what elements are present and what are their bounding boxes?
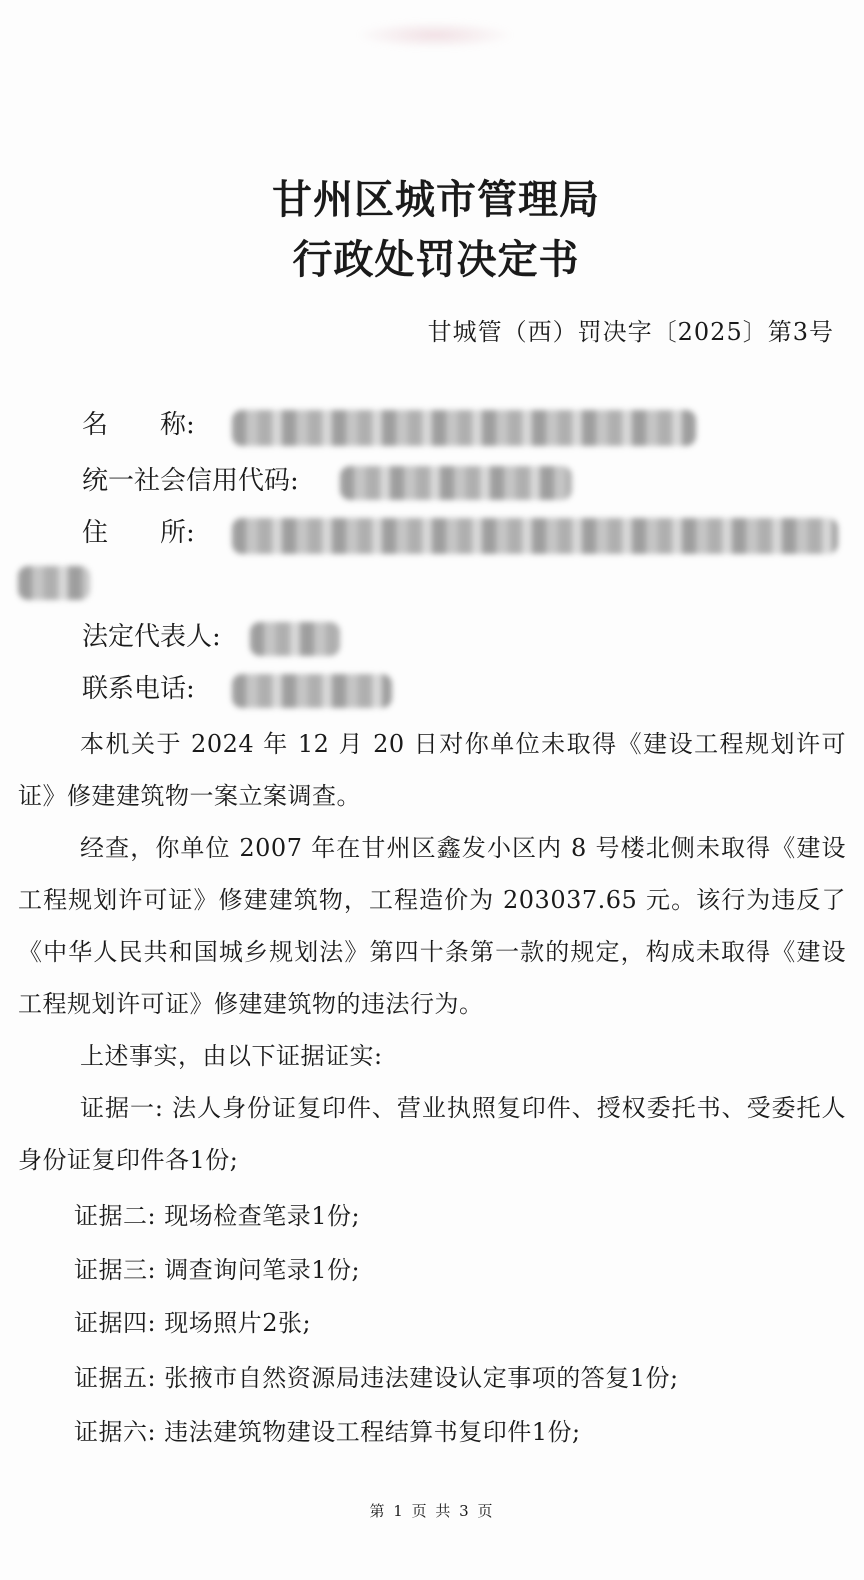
stamp-smudge (360, 22, 510, 48)
redacted-phone (232, 674, 392, 708)
evidence-3: 证据三: 调查询问笔录1份; (74, 1256, 361, 1284)
evidence-6: 证据六: 违法建筑物建设工程结算书复印件1份; (74, 1418, 581, 1446)
paragraph-findings: 经查，你单位 2007 年在甘州区鑫发小区内 8 号楼北侧未取得《建设工程规划许可证》修建建筑物，工程造价为 203037.65 元。该行为违反了《中华人民共和国城乡规划法》第四十条第一款的规定，构成未取得《建设工程规划许可证》修建建筑物的违法行为。 (18, 834, 846, 1018)
redacted-credit-code (340, 466, 572, 500)
redacted-address (232, 518, 838, 554)
paragraph-case-filing: 本机关于 2024 年 12 月 20 日对你单位未取得《建设工程规划许可证》修建建筑物一案立案调查。 (18, 730, 846, 810)
evidence-2: 证据二: 现场检查笔录1份; (74, 1202, 361, 1230)
document-number: 甘城管（西）罚决字〔2025〕第3号 (427, 318, 834, 346)
legal-representative-label: 法定代表人: (82, 622, 221, 652)
evidence-4: 证据四: 现场照片2张; (74, 1309, 312, 1337)
credit-code-label: 统一社会信用代码: (82, 466, 299, 496)
paragraph-evidence-intro: 上述事实，由以下证据证实: (80, 1042, 383, 1070)
title-document-type: 行政处罚决定书 (292, 236, 580, 283)
evidence-1: 证据一: 法人身份证复印件、营业执照复印件、授权委托书、受委托人身份证复印件各1份; (18, 1094, 846, 1174)
evidence-5: 证据五: 张掖市自然资源局违法建设认定事项的答复1份; (74, 1364, 679, 1392)
address-label: 住 所: (82, 518, 195, 548)
redacted-name (232, 410, 696, 446)
name-label: 名 称: (82, 410, 195, 440)
redacted-legal-representative (250, 622, 340, 656)
phone-label: 联系电话: (82, 674, 195, 704)
redacted-address-continued (18, 566, 90, 600)
page-number: 第 1 页 共 3 页 (369, 1502, 495, 1520)
title-agency: 甘州区城市管理局 (272, 176, 600, 223)
